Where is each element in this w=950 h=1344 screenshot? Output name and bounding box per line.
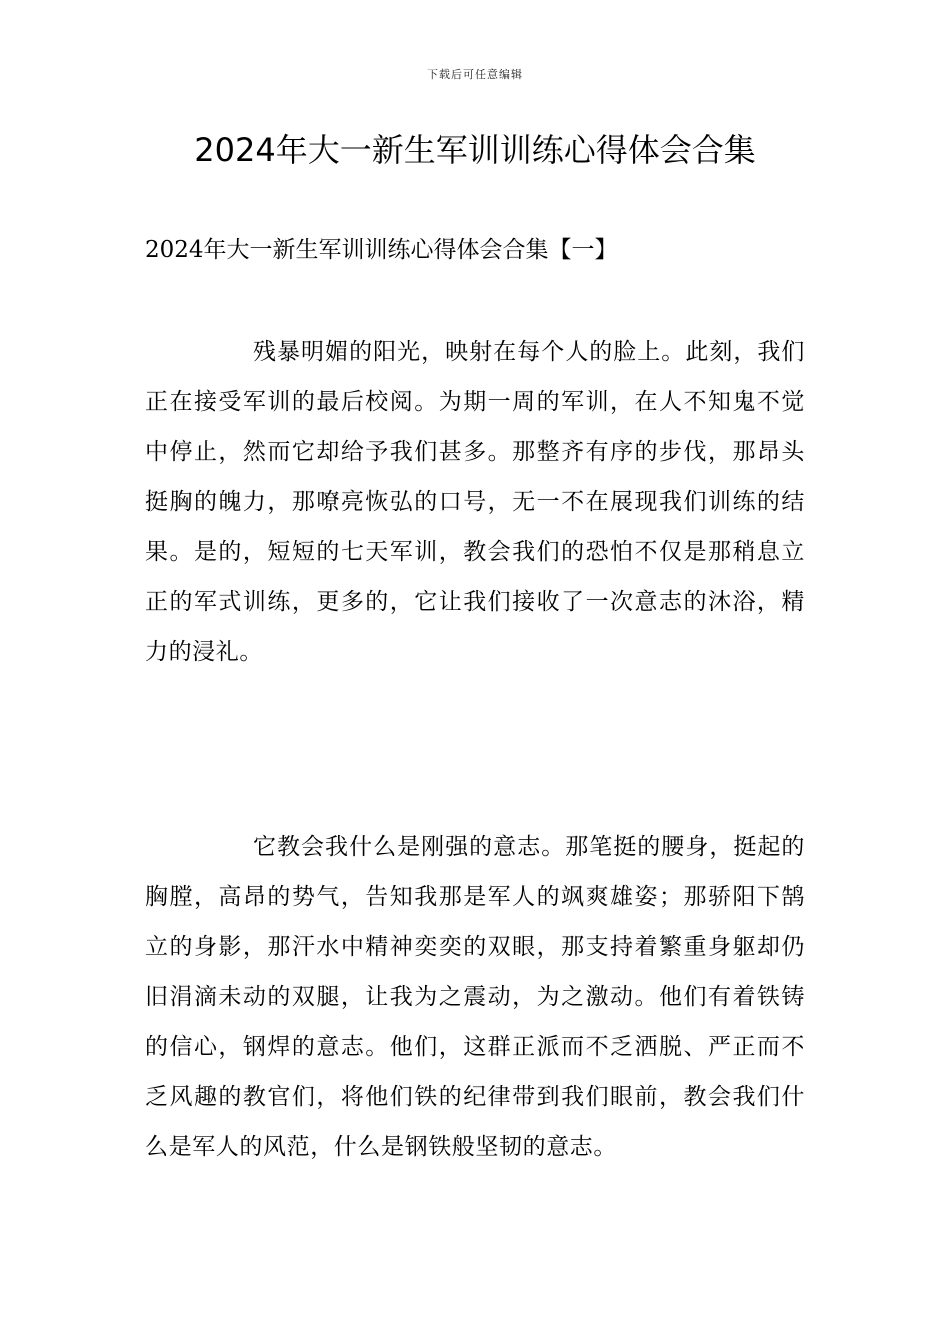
document-title: 2024年大一新生军训训练心得体会合集 (194, 131, 756, 169)
body-paragraph-2: 它教会我什么是刚强的意志。那笔挺的腰身，挺起的胸膛，高昂的势气，告知我那是军人的飒爽雄姿；那骄阳下鹄立的身影，那汗水中精神奕奕的双眼，那支持着繁重身躯却仍旧涓滴未动的双腿，让我为之震动，为之激动。他们有着铁铸的信心，钢焊的意志。他们，这群正派而不乏洒脱、严正而不乏风趣的教官们，将他们铁的纪律带到我们眼前，教会我们什么是军人的风范，什么是钢铁般坚韧的意志。 (145, 834, 805, 1160)
body-paragraph-1: 残暴明媚的阳光，映射在每个人的脸上。此刻，我们正在接受军训的最后校阅。为期一周的军训，在人不知鬼不觉中停止，然而它却给予我们甚多。那整齐有序的步伐，那昂头挺胸的魄力，那嘹亮恢弘的口号，无一不在展现我们训练的结果。是的，短短的七天军训，教会我们的恐怕不仅是那稍息立正的军式训练，更多的，它让我们接收了一次意志的沐浴，精力的浸礼。 (145, 339, 805, 665)
page-header-note: 下载后可任意编辑 (427, 68, 523, 81)
section-heading: 2024年大一新生军训训练心得体会合集【一】 (145, 237, 618, 263)
